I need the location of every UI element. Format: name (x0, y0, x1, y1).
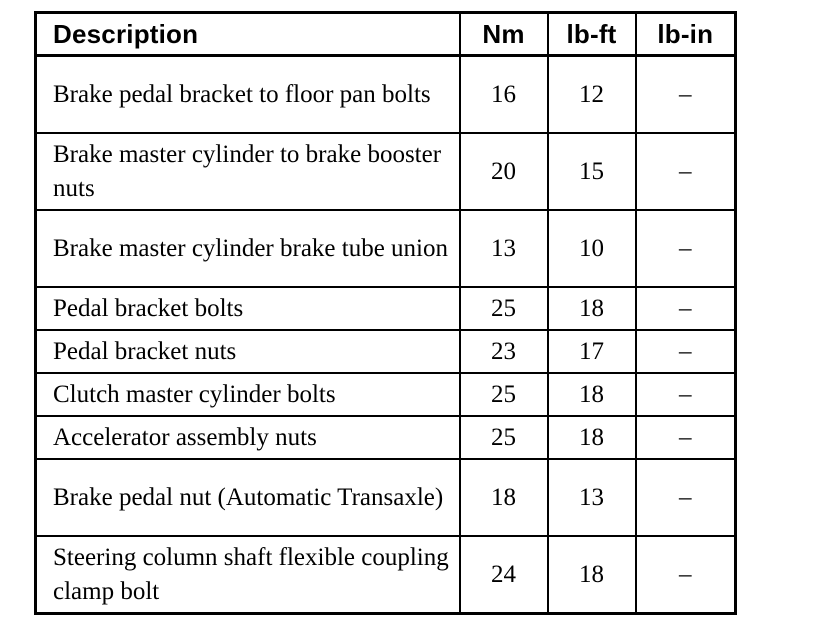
cell-lb-in: – (636, 330, 736, 373)
table-row (36, 56, 736, 134)
cell-lb-ft: 18 (548, 287, 636, 330)
cell-lb-ft: 17 (548, 330, 636, 373)
cell-lb-ft: 18 (548, 373, 636, 416)
table-row (36, 210, 736, 287)
table-header (36, 13, 736, 56)
cell-lb-in: – (636, 287, 736, 330)
header-lb-ft: lb-ft (548, 13, 636, 56)
table-row (36, 287, 736, 330)
cell-lb-in: – (636, 536, 736, 614)
cell-nm: 25 (460, 416, 548, 459)
cell-description: Accelerator assembly nuts (36, 416, 460, 459)
table-row (36, 330, 736, 373)
header-row (36, 13, 736, 56)
cell-lb-in: – (636, 416, 736, 459)
cell-lb-in: – (636, 373, 736, 416)
cell-description: Brake pedal nut (Automatic Transaxle) (36, 459, 460, 536)
table-body (36, 56, 736, 614)
table-row (36, 459, 736, 536)
cell-description: Brake master cylinder brake tube union (36, 210, 460, 287)
cell-lb-in: – (636, 210, 736, 287)
cell-lb-in: – (636, 459, 736, 536)
cell-nm: 18 (460, 459, 548, 536)
cell-nm: 13 (460, 210, 548, 287)
cell-nm: 16 (460, 56, 548, 134)
header-lb-in: lb-in (636, 13, 736, 56)
cell-lb-ft: 12 (548, 56, 636, 134)
cell-description: Pedal bracket bolts (36, 287, 460, 330)
cell-description: Steering column shaft flexible coupling clamp bolt (36, 536, 460, 614)
cell-nm: 20 (460, 133, 548, 210)
cell-lb-ft: 18 (548, 416, 636, 459)
cell-lb-ft: 13 (548, 459, 636, 536)
cell-lb-in: – (636, 56, 736, 134)
cell-description: Brake master cylinder to brake booster nuts (36, 133, 460, 210)
table-row (36, 536, 736, 614)
cell-lb-ft: 18 (548, 536, 636, 614)
cell-lb-ft: 10 (548, 210, 636, 287)
cell-nm: 25 (460, 373, 548, 416)
cell-description: Pedal bracket nuts (36, 330, 460, 373)
header-description: Description (36, 13, 460, 56)
torque-spec-table (34, 11, 737, 615)
table-row (36, 373, 736, 416)
table-row (36, 416, 736, 459)
table-row (36, 133, 736, 210)
cell-lb-in: – (636, 133, 736, 210)
cell-nm: 23 (460, 330, 548, 373)
cell-nm: 24 (460, 536, 548, 614)
cell-description: Brake pedal bracket to floor pan bolts (36, 56, 460, 134)
cell-description: Clutch master cylinder bolts (36, 373, 460, 416)
cell-nm: 25 (460, 287, 548, 330)
cell-lb-ft: 15 (548, 133, 636, 210)
header-nm: Nm (460, 13, 548, 56)
